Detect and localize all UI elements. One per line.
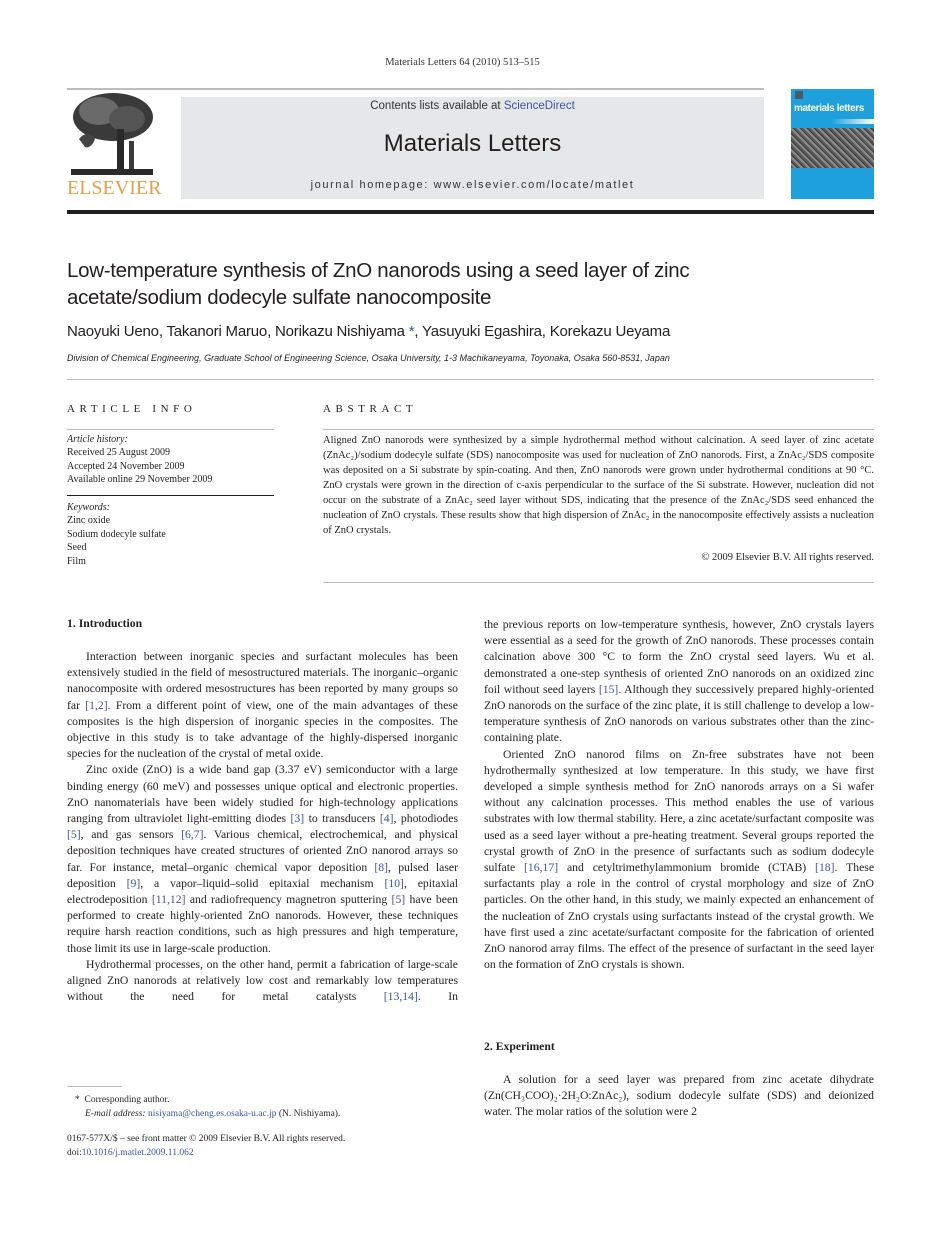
text: and cetyltrimethylammonium bromide (CTAB) bbox=[558, 861, 816, 875]
corresponding-author-note bbox=[75, 1094, 340, 1108]
keywords bbox=[67, 501, 277, 568]
abstract-bottom-rule bbox=[323, 582, 874, 583]
abstract-text: Aligned ZnO nanorods were synthesized by a simple hydrothermal method without calcination. A seed layer of zinc acetate (ZnAc₂)/sodium dodecyle sulfate (SDS) nanocomposite was used for nucleation of ZnO nanorods. First, a ZnAc₂/SDS composite was deposited on a Si substrate by spin-coating. And then, ZnO nanorods were grown under hydrothermal conditions at 90 °C. ZnO crystals were grown in the direction of c-axis perpendicular to the surface of the Si substrate. However, nucleation did not occur on the substrate of a ZnAc₂ seed layer without SDS, indicating that the presence of the ZnAc₂/SDS seed enhanced the nucleation of ZnO crystals. These results show that high dispersion of ZnAc₂ in the nanocomposite effectively assists a nucleation of ZnO crystals. bbox=[323, 435, 874, 536]
header-bottom-rule bbox=[67, 210, 874, 214]
keywords-label: Keywords: bbox=[67, 502, 110, 513]
issn-line: 0167-577X/$ – see front matter © 2009 Elsevier B.V. All rights reserved. bbox=[67, 1134, 346, 1144]
front-matter bbox=[67, 1133, 345, 1160]
authors-part-1: Naoyuki Ueno, Takanori Maruo, Norikazu Nishiyama bbox=[67, 323, 409, 340]
keyword: Zinc oxide bbox=[67, 515, 111, 527]
abstract-copyright: © 2009 Elsevier B.V. All rights reserved. bbox=[701, 552, 874, 563]
text: , pulsed laser deposition bbox=[67, 860, 458, 890]
online-date: Available online 29 November 2009 bbox=[67, 474, 213, 486]
citation-link[interactable]: [8] bbox=[374, 860, 389, 874]
experiment-paragraph-1: A solution for a seed layer was prepared from zinc acetate dihydrate (Zn(CH₃COO)₂·2H₂O:ZnAc₂), sodium dodecyle sulfate (SDS) and deionized water. The molar ratios of the solution were 2 bbox=[484, 1073, 874, 1119]
email-label: E-mail address: bbox=[85, 1108, 148, 1119]
abstract-rule bbox=[323, 429, 874, 430]
intro-paragraph-2 bbox=[67, 762, 458, 956]
citation-link[interactable]: [6,7] bbox=[181, 828, 204, 842]
intro-paragraph-1 bbox=[67, 649, 458, 762]
cover-title: materials letters bbox=[794, 103, 864, 114]
article-history bbox=[67, 433, 277, 487]
affiliation: Division of Chemical Engineering, Graduate School of Engineering Science, Osaka University, 1-3 Machikaneyama, Toyonaka, Osaka 560-8531, Japan bbox=[67, 353, 670, 363]
sciencedirect-link[interactable]: ScienceDirect bbox=[503, 100, 575, 112]
text: , a vapor–liquid–solid epitaxial mechanism bbox=[140, 876, 385, 890]
footnote-rule bbox=[67, 1086, 122, 1087]
text: . Various chemical, electrochemical, and physical deposition techniques have created structures of oriented ZnO nanorod arrays so far. For instance, metal–organic chemical vapor deposition bbox=[67, 828, 458, 874]
text: , epitaxial electrodeposition bbox=[67, 876, 458, 907]
intro-paragraph-3-start bbox=[67, 957, 458, 1006]
corresponding-label: Corresponding author. bbox=[84, 1095, 170, 1105]
authors-part-2: , Yasuyuki Egashira, Korekazu Ueyama bbox=[414, 323, 671, 340]
right-column-body bbox=[484, 617, 874, 973]
article-title bbox=[67, 257, 867, 311]
citation-link[interactable]: [16,17] bbox=[524, 861, 559, 875]
contents-available-line bbox=[181, 100, 764, 112]
journal-homepage[interactable]: journal homepage: www.elsevier.com/locate/matlet bbox=[310, 179, 635, 191]
text: and radiofrequency magnetron sputtering bbox=[185, 893, 392, 907]
text: . These surfactants play a role in the control of crystal morphology and size of ZnO particles. On the other hand, in this study, we mainly expected an enhancement of the nucleation of ZnO crystals using surfactants instead of the crystal growth. We have first used a zinc acetate/surfactant composite for the fabrication of oriented ZnO nanorod array films. The effect of the presence of surfactant in the seed layer on the formation of ZnO crystals is shown. bbox=[484, 861, 875, 972]
elsevier-mini-icon bbox=[795, 91, 803, 99]
citation-link[interactable]: [9] bbox=[126, 876, 141, 890]
text: . From a different point of view, one of the main advantages of these composites is the high dispersion of inorganic species in the composites. The objective in this study is to take advantage of the highly-dispersed inorganic species for the nucleation of the crystal of metal oxide. bbox=[67, 698, 458, 761]
citation-link[interactable]: [3] bbox=[290, 812, 305, 826]
footnote bbox=[75, 1094, 340, 1121]
affiliation-rule bbox=[67, 379, 874, 380]
text: to transducers bbox=[304, 812, 380, 826]
doi-label: doi: bbox=[67, 1147, 82, 1158]
journal-masthead bbox=[181, 97, 764, 199]
cover-micrograph-image bbox=[791, 128, 874, 168]
citation-link[interactable]: [1,2] bbox=[85, 698, 108, 712]
doi-line bbox=[67, 1147, 345, 1161]
keywords-rule bbox=[67, 495, 274, 496]
citation-link[interactable]: [5] bbox=[391, 893, 406, 907]
author-list bbox=[67, 323, 670, 340]
citation-link[interactable]: [13,14] bbox=[383, 990, 418, 1004]
email-owner: (N. Nishiyama). bbox=[276, 1108, 341, 1119]
text: , photodiodes bbox=[393, 812, 459, 826]
citation-link[interactable]: [15] bbox=[598, 682, 619, 696]
contents-prefix: Contents lists available at bbox=[370, 100, 504, 112]
cover-band bbox=[831, 119, 874, 124]
footnote-mark: * bbox=[75, 1095, 80, 1105]
journal-cover-thumbnail[interactable] bbox=[791, 89, 874, 199]
keyword: Sodium dodecyle sulfate bbox=[67, 528, 166, 540]
text: . In bbox=[417, 990, 458, 1004]
header-top-rule bbox=[67, 88, 764, 90]
section-heading-experiment: 2. Experiment bbox=[484, 1040, 555, 1053]
doi-link[interactable]: 10.1016/j.matlet.2009.11.062 bbox=[81, 1147, 194, 1158]
elsevier-wordmark: ELSEVIER bbox=[67, 177, 162, 199]
article-title-line-1: Low-temperature synthesis of ZnO nanorods using a seed layer of zinc bbox=[67, 259, 690, 282]
email-line bbox=[75, 1108, 340, 1122]
elsevier-tree-icon bbox=[69, 89, 155, 177]
text: Zinc oxide (ZnO) is a wide band gap (3.37 eV) semiconductor with a large binding energy (60 meV) and possesses unique optical and electronic properties. ZnO nanomaterials have been widely studied for high-technology applications ranging from ultraviolet light-emitting diodes bbox=[67, 763, 458, 826]
section-heading-introduction: 1. Introduction bbox=[67, 617, 143, 630]
text: . Although they successively prepared highly-oriented ZnO nanorods on the surface of the zinc plate, it is still challenge to develop a low-temperature synthesis of ZnO nanorods on various substrates other than the zinc-containing plate. bbox=[484, 682, 875, 745]
text: Hydrothermal processes, on the other hand, permit a fabrication of large-scale aligned ZnO nanorods at relatively low cost and remarkably low temperatures without the need for metal catalysts bbox=[67, 957, 458, 1004]
text: have been performed to create highly-oriented ZnO nanorods. However, these techniques require harsh reaction conditions, such as high pressures and high temperature, those limit its use in large-scale production. bbox=[67, 893, 458, 955]
article-info-heading: ARTICLE INFO bbox=[67, 403, 197, 415]
text: Oriented ZnO nanorod films on Zn-free substrates have not been hydrothermally synthesized at low temperature. In this study, we have first developed a simple synthesis method for ZnO nanorods arrays on a Si wafer without any calcination processes. This method enables the use of various substrates with low thermal stability. Here, a zinc acetate/surfactant composite was used as a seed layer without a pre-heating treatment. Several groups reported the crystal growth of ZnO in the presence of surfactants such as sodium dodecyle sulfate bbox=[484, 747, 874, 875]
experiment-body bbox=[484, 1072, 874, 1121]
history-label: Article history: bbox=[67, 434, 128, 445]
corresponding-author-link[interactable]: * bbox=[408, 323, 415, 340]
keyword: Seed bbox=[67, 542, 87, 554]
citation-link[interactable]: [10] bbox=[384, 876, 404, 890]
elsevier-logo[interactable] bbox=[67, 89, 162, 201]
citation-link[interactable]: [4] bbox=[379, 812, 394, 826]
left-column-body bbox=[67, 649, 458, 1005]
text: , and gas sensors bbox=[80, 828, 182, 842]
text: Interaction between inorganic species and surfactant molecules has been extensively studied in the field of mesostructured materials. The inorganic–organic nanocomposite with ordered mesostructures has been reported by many groups so far bbox=[67, 650, 458, 712]
article-title-line-2: acetate/sodium dodecyle sulfate nanocomposite bbox=[67, 286, 492, 309]
intro-paragraph-3-cont bbox=[484, 617, 874, 747]
email-link[interactable]: nisiyama@cheng.es.osaka-u.ac.jp bbox=[147, 1108, 277, 1119]
citation-link[interactable]: [11,12] bbox=[151, 893, 186, 907]
accepted-date: Accepted 24 November 2009 bbox=[67, 460, 185, 472]
journal-title: Materials Letters bbox=[383, 130, 562, 157]
citation-link[interactable]: [18] bbox=[815, 861, 835, 875]
abstract-heading: ABSTRACT bbox=[323, 403, 418, 415]
citation-link[interactable]: [5] bbox=[67, 828, 81, 842]
keyword: Film bbox=[67, 555, 86, 567]
received-date: Received 25 August 2009 bbox=[67, 447, 171, 459]
article-info-rule bbox=[67, 429, 274, 430]
text: the previous reports on low-temperature synthesis, however, ZnO crystals layers were essential as a seed for the growth of ZnO nanorods. These processes contain calcination above 300 °C to form the ZnO crystal seed layers. Wu et al. demonstrated a one-step synthesis of oriented ZnO nanorods on an oxidized zinc foil without seed layers bbox=[484, 618, 874, 696]
running-head: Materials Letters 64 (2010) 513–515 bbox=[385, 57, 540, 68]
intro-paragraph-4 bbox=[484, 747, 874, 974]
